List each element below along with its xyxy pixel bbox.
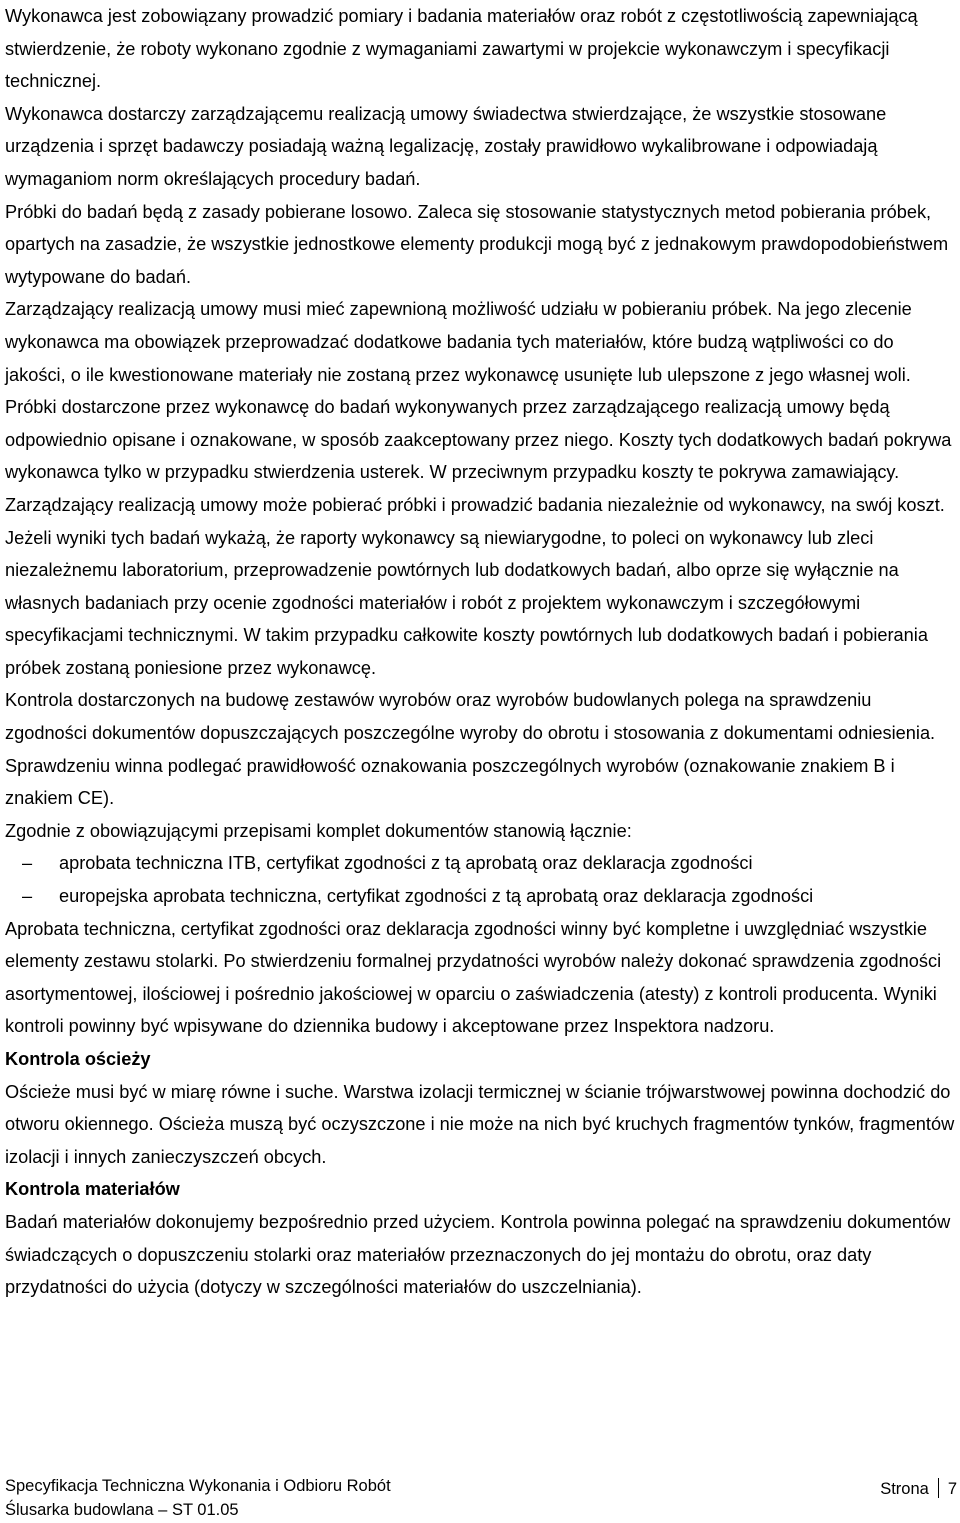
paragraph-measurements: Wykonawca jest zobowiązany prowadzić pomiary i badania materiałów oraz robót z częstotliwością zapewniającą stwierdzenie, że roboty wykonano zgodnie z wymaganiami zawartymi w projekcie wykonawczym i specyfikacji technicznej. [5, 6, 918, 92]
dash-bullet-icon: – [22, 853, 33, 874]
page-separator [938, 1478, 939, 1498]
section-heading-reveal-control: Kontrola ościeży [5, 1049, 151, 1069]
section-heading-material-control: Kontrola materiałów [5, 1179, 180, 1200]
paragraph-product-control: Kontrola dostarczonych na budowę zestawów wyrobów oraz wyrobów budowlanych polega na sprawdzeniu zgodności dokumentów dopuszczających poszczególne wyroby do obrotu i stosowania z dokumentami odniesienia. Sprawdzeniu winna podlegać prawidłowość oznakowania poszczególnych wyrobów (oznakowanie znakiem B i znakiem CE). [5, 690, 936, 809]
paragraph-after-list: Aprobata techniczna, certyfikat zgodności oraz deklaracja zgodności winny być kompletne i uwzględniać wszystkie elementy zestawu stolarki. Po stwierdzeniu formalnej przydatności wyrobów należy dokonać sprawdzenia zgodności asortymentowej, ilościowej i pośrednio jakościowej w oparciu o zaświadczenia (atesty) z kontroli producenta. Wyniki kontroli powinny być wpisywane do dziennika budowy i akceptowane przez Inspektora nadzoru. [5, 918, 942, 1037]
paragraph-sampling: Próbki do badań będą z zasady pobierane losowo. Zaleca się stosowanie statystycznych metod pobierania próbek, opartych na zasadzie, że wszystkie jednostkowe elementy produkcji mogą być z jednakowym prawdopodobieństwem wytypowane do badań. [5, 201, 949, 287]
list-item-text: aprobata techniczna ITB, certyfikat zgodności z tą aprobatą oraz deklaracja zgodności [59, 853, 753, 874]
document-page [5, 0, 957, 1304]
list-item [5, 847, 957, 880]
list-item [5, 880, 957, 913]
paragraph-certificates: Wykonawca dostarczy zarządzającemu realizacją umowy świadectwa stwierdzające, że wszystkie stosowane urządzenia i sprzęt badawczy posiadają ważną legalizację, zostały prawidłowo wykalibrowane i odpowiadają wymaganiom norm określających procedury badań. [5, 103, 887, 189]
paragraph-material-control: Badań materiałów dokonujemy bezpośrednio przed użyciem. Kontrola powinna polegać na sprawdzeniu dokumentów świadczących o dopuszczeniu stolarki oraz materiałów przeznaczonych do jej montażu do obrotu, oraz daty przydatności do użycia (dotyczy w szczególności materiałów do uszczelniania). [5, 1211, 951, 1298]
documents-list [5, 847, 957, 912]
page-number-block [880, 1477, 957, 1501]
document-body [5, 0, 957, 1304]
page-number: 7 [947, 1480, 957, 1498]
paragraph-sampling-participation: Zarządzający realizacją umowy musi mieć zapewnioną możliwość udziału w pobieraniu próbek. Na jego zlecenie wykonawca ma obowiązek przeprowadzać dodatkowe badania tych materiałów, które budzą wątpliwości co do jakości, o ile kwestionowane materiały nie zostaną przez wykonawcę usunięte lub ulepszone z jego własnej woli. Próbki dostarczone przez wykonawcę do badań wykonywanych przez zarządzającego realizacją umowy będą odpowiednio opisane i oznakowane, w sposób zaakceptowany przez niego. Koszty tych dodatkowych badań pokrywa wykonawca tylko w przypadku stwierdzenia usterek. W przeciwnym przypadku koszty te pokrywa zamawiający. [5, 299, 952, 483]
footer-titles [5, 1474, 391, 1522]
footer-subtitle: Ślusarka budowlana – ST 01.05 [5, 1501, 239, 1519]
list-item-text: europejska aprobata techniczna, certyfikat zgodności z tą aprobatą oraz deklaracja zgodności [59, 886, 814, 907]
dash-bullet-icon: – [22, 886, 33, 907]
footer-title: Specyfikacja Techniczna Wykonania i Odbioru Robót [5, 1477, 391, 1495]
paragraph-reveal-control: Ościeże musi być w miarę równe i suche. Warstwa izolacji termicznej w ścianie trójwarstwowej powinna dochodzić do otworu okiennego. Ościeża muszą być oczyszczone i nie może na nich być kruchych fragmentów tynków, fragmentów izolacji i innych zanieczyszczeń obcych. [5, 1081, 955, 1167]
paragraph-documents-intro: Zgodnie z obowiązującymi przepisami komplet dokumentów stanowią łącznie: [5, 820, 632, 841]
paragraph-independent-testing: Zarządzający realizacją umowy może pobierać próbki i prowadzić badania niezależnie od wykonawcy, na swój koszt. Jeżeli wyniki tych badań wykażą, że raporty wykonawcy są niewiarygodne, to poleci on wykonawcy lub zleci niezależnemu laboratorium, przeprowadzenie powtórnych lub dodatkowych badań, albo oprze się wyłącznie na własnych badaniach przy ocenie zgodności materiałów i robót z projektem wykonawczym i szczegółowymi specyfikacjami technicznymi. W takim przypadku całkowite koszty powtórnych lub dodatkowych badań i pobierania próbek zostaną poniesione przez wykonawcę. [5, 494, 945, 678]
page-label: Strona [880, 1480, 929, 1498]
